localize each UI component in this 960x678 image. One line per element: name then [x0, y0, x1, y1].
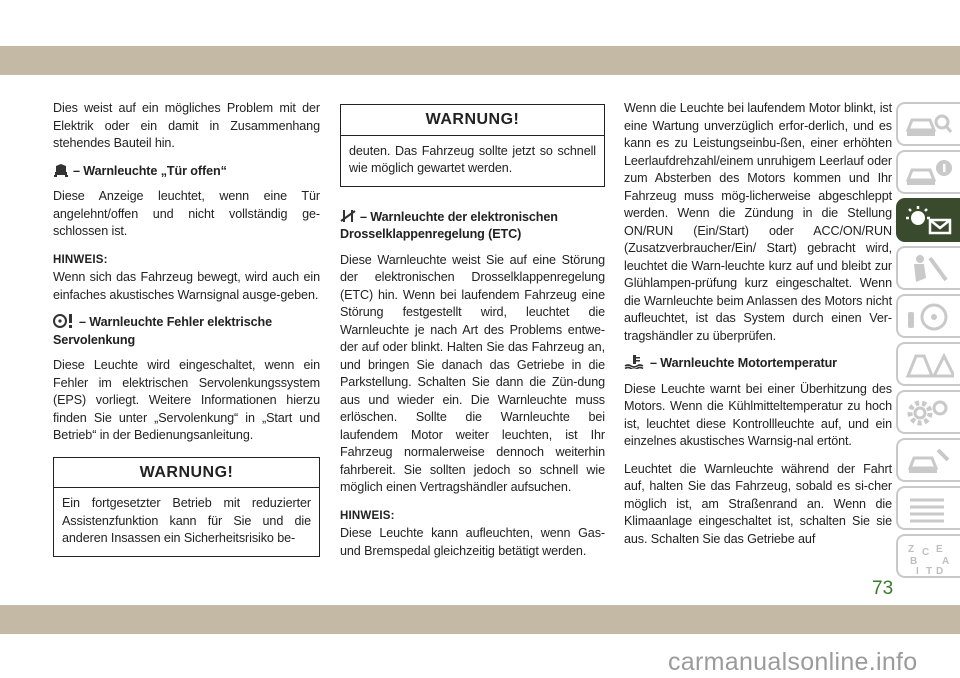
- heading-etc: [340, 209, 605, 244]
- index-letter: T: [926, 566, 933, 576]
- note-title: HINWEIS:: [53, 253, 108, 266]
- warning-lights-icon: [904, 206, 954, 236]
- tab-specifications[interactable]: [896, 486, 960, 530]
- heading-eps: [53, 314, 320, 349]
- warning-text: Ein fortgesetzter Betrieb mit reduzierter Assistenzfunktion kann für Sie und die anderen Insassen ein Sicherheitsrisiko be-: [62, 496, 311, 545]
- coolant-temp-icon: [624, 355, 646, 369]
- heading-text: – Warnleuchte Fehler elektrische Servolenkung: [53, 315, 273, 347]
- tab-steering[interactable]: [896, 294, 960, 338]
- paragraph: Diese Leuchte warnt bei einer Überhitzung des Motors. Wenn die Kühlmitteltemperatur zu hoch ist, leuchtet diese Kontrollleuchte auf, und ein einzelnes akustisches Warnsig-nal ertönt.: [624, 381, 892, 448]
- index-letter: E: [936, 544, 943, 555]
- tab-service[interactable]: [896, 438, 960, 482]
- heading-text: – Warnleuchte „Tür offen“: [73, 163, 227, 178]
- seat-airbag-icon: [904, 254, 954, 284]
- watermark: carmanualsonline.info: [668, 648, 918, 676]
- warning-title: WARNUNG!: [341, 105, 604, 136]
- chapter-tabs: [896, 102, 960, 582]
- car-search-icon: [904, 110, 954, 140]
- column-2: [340, 104, 605, 570]
- warning-box: [53, 457, 320, 557]
- warning-box-continued: [340, 104, 605, 187]
- note-text: Wenn sich das Fahrzeug bewegt, wird auch ein einfaches akustisches Warnsignal ausge-geben.: [53, 270, 320, 302]
- tab-settings[interactable]: [896, 390, 960, 434]
- tab-warning-lights[interactable]: [896, 198, 960, 242]
- paragraph: Diese Leuchte wird eingeschaltet, wenn ein Fehler im elektrischen Servolenkungssystem (EPS) vorliegt. Weitere Informationen hierzu finden Sie unter „Servolenkung“ in „Start und Betrieb“ in der Bedienungsanleitung.: [53, 358, 320, 442]
- tab-car-info[interactable]: [896, 150, 960, 194]
- warning-text: deuten. Das Fahrzeug sollte jetzt so schnell wie möglich gewartet werden.: [349, 143, 596, 175]
- heading-engine-temp: [624, 355, 892, 373]
- paragraph: Dies weist auf ein mögliches Problem mit der Elektrik oder ein damit in Zusammenhang stehendes Bauteil hin.: [53, 101, 320, 150]
- list-icon: [904, 494, 954, 524]
- wrench-car-icon: [904, 446, 954, 476]
- steering-wheel-icon: [904, 302, 954, 332]
- throttle-icon: [340, 209, 356, 223]
- note-text: Diese Leuchte kann aufleuchten, wenn Gas- und Bremspedal gleichzeitig betätigt werden.: [340, 526, 605, 558]
- index-icon: [904, 542, 954, 576]
- gear-icon: [904, 398, 954, 428]
- tab-car-search[interactable]: [896, 102, 960, 146]
- index-letter: C: [922, 547, 930, 558]
- paragraph: Wenn die Leuchte bei laufendem Motor blinkt, ist eine Wartung unverzüglich erfor-derlich, und es kann es zu Leistungseinbu-ßen, einer erhöhten Leerlaufdrehzahl/einem unruhigem Leerlauf oder zum Absterben des Motors kommen und Ihr Fahrzeug muss mög-licherweise abgeschleppt werden. Wenn die Zündung in die Stellung ON/RUN (Ein/Start) oder ACC/ON/RUN (Zusatzverbraucher/Ein/ Start) gebracht wird, leuchtet die Warn-leuchte kurz auf und bleibt zur Glühlampen-prüfung kurz eingeschaltet. Wenn die Warnleuchte beim Anlassen des Motors nicht aufleuchtet, ist das System durch einen Ver-tragshändler zu überprüfen.: [624, 101, 892, 343]
- tab-index[interactable]: [896, 534, 960, 578]
- heading-text: – Warnleuchte Motortemperatur: [650, 356, 837, 370]
- index-letter: Z: [908, 544, 915, 555]
- footer-band: [0, 605, 960, 634]
- door-open-icon: [53, 163, 69, 177]
- car-info-icon: [904, 158, 954, 188]
- column-1: [53, 100, 320, 557]
- paragraph: Diese Warnleuchte weist Sie auf eine Störung der elektronischen Drosselklappenregelung (ETC) hin. Wenn bei laufendem Fahrzeug eine Störung festgestellt wird, leuchtet die Warnleuchte je nach Art des Problems entwe-der auf oder blinkt. Halten Sie das Fahrzeug an, und bringen Sie danach das Getriebe in die Parkstellung. Schalten Sie dann die Zün-dung aus und wieder ein. Die Warnleuchte muss erlöschen. Sollte die Warnleuchte bei laufendem Motor weiter leuchten, ist Ihr Fahrzeug normalerweise dennoch weiterhin fahrbereit. Sie sollten jedoch so schnell wie möglich einen Vertragshändler aufsuchen.: [340, 252, 605, 494]
- warning-title: WARNUNG!: [54, 458, 319, 489]
- index-letter: I: [916, 566, 919, 576]
- road-warning-icon: [904, 350, 954, 380]
- note-title: HINWEIS:: [340, 509, 395, 522]
- tab-road-warning[interactable]: [896, 342, 960, 386]
- index-letter: D: [936, 566, 944, 576]
- paragraph: Diese Anzeige leuchtet, wenn eine Tür angelehnt/offen und nicht vollständig ge-schlossen ist.: [53, 189, 320, 238]
- heading-door-open: [53, 163, 320, 181]
- heading-text: – Warnleuchte der elektronischen Drosselklappenregelung (ETC): [340, 209, 558, 241]
- page-number: 73: [872, 578, 894, 599]
- column-3: [624, 100, 892, 558]
- index-letter: B: [910, 556, 918, 567]
- paragraph: Leuchtet die Warnleuchte während der Fahrt auf, halten Sie das Fahrzeug, sobald es si-cher möglich ist, am Straßenrand an. Wenn die Klimaanlage eingeschaltet ist, schalten Sie sie aus. Schalten Sie das Getriebe auf: [624, 461, 892, 546]
- header-band: [0, 46, 960, 75]
- steering-warning-icon: [53, 314, 75, 328]
- tab-seat-airbag[interactable]: [896, 246, 960, 290]
- index-letter: A: [942, 556, 950, 567]
